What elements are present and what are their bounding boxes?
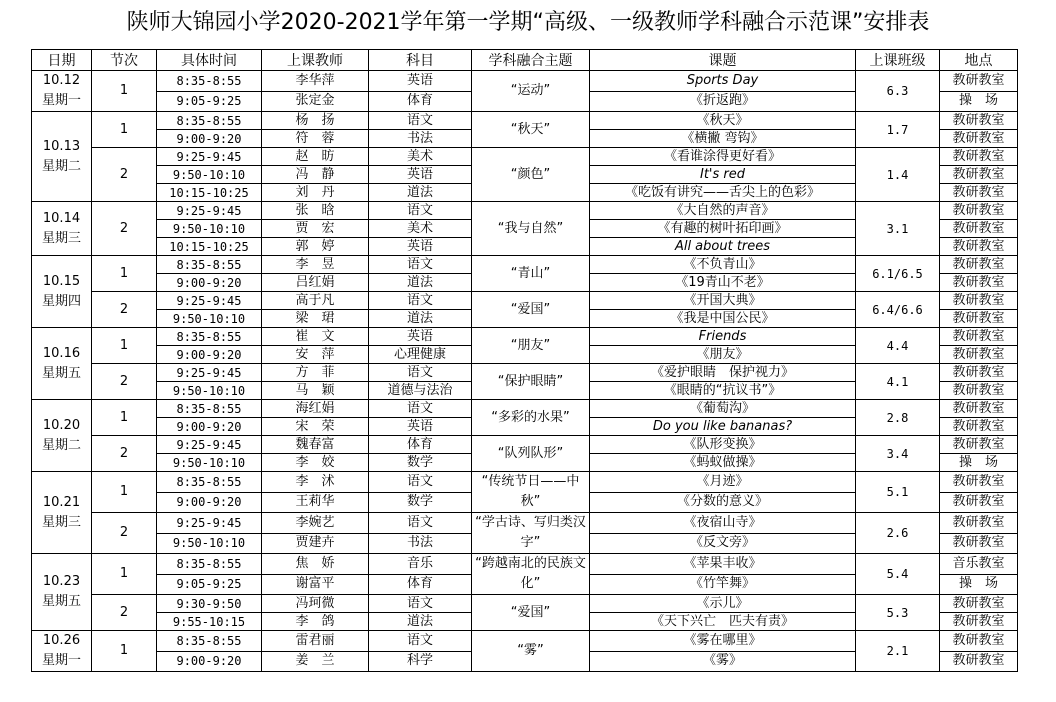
subject-cell: 数学 [369, 492, 472, 513]
theme-cell: “雾” [472, 631, 590, 672]
room-cell: 教研教室 [940, 310, 1018, 328]
theme-cell: “队列队形” [472, 436, 590, 472]
topic-cell: 《朋友》 [590, 346, 856, 364]
room-cell: 教研教室 [940, 436, 1018, 454]
period-cell: 1 [92, 554, 157, 595]
room-cell: 操 场 [940, 91, 1018, 112]
header-row [32, 50, 1018, 71]
teacher-cell: 杨 扬 [262, 112, 369, 130]
header-room: 地点 [940, 50, 1018, 71]
time-cell: 9:25-9:45 [157, 436, 262, 454]
date-cell: 10.12 星期一 [32, 71, 92, 112]
subject-cell: 英语 [369, 328, 472, 346]
teacher-cell: 宋 荣 [262, 418, 369, 436]
date-cell: 10.15 星期四 [32, 256, 92, 328]
time-cell: 9:25-9:45 [157, 513, 262, 534]
teacher-cell: 魏春富 [262, 436, 369, 454]
subject-cell: 语文 [369, 631, 472, 652]
topic-cell: 《天下兴亡 匹夫有责》 [590, 613, 856, 631]
room-cell: 教研教室 [940, 513, 1018, 534]
topic-cell: Sports Day [590, 71, 856, 92]
theme-cell: “保护眼睛” [472, 364, 590, 400]
time-cell: 9:25-9:45 [157, 148, 262, 166]
room-cell: 教研教室 [940, 613, 1018, 631]
teacher-cell: 崔 文 [262, 328, 369, 346]
room-cell: 教研教室 [940, 220, 1018, 238]
time-cell: 9:50-10:10 [157, 382, 262, 400]
subject-cell: 科学 [369, 651, 472, 672]
time-cell: 9:25-9:45 [157, 202, 262, 220]
topic-cell: 《分数的意义》 [590, 492, 856, 513]
time-cell: 8:35-8:55 [157, 112, 262, 130]
class-cell: 2.6 [856, 513, 940, 554]
subject-cell: 语文 [369, 472, 472, 493]
date-cell: 10.14 星期三 [32, 202, 92, 256]
subject-cell: 语文 [369, 256, 472, 274]
class-cell: 5.1 [856, 472, 940, 513]
theme-cell: “颜色” [472, 148, 590, 202]
room-cell: 教研教室 [940, 382, 1018, 400]
teacher-cell: 吕红娟 [262, 274, 369, 292]
period-cell: 1 [92, 256, 157, 292]
class-cell: 5.3 [856, 595, 940, 631]
subject-cell: 道法 [369, 274, 472, 292]
teacher-cell: 姜 兰 [262, 651, 369, 672]
subject-cell: 语文 [369, 364, 472, 382]
period-cell: 1 [92, 71, 157, 112]
room-cell: 教研教室 [940, 130, 1018, 148]
teacher-cell: 海红娟 [262, 400, 369, 418]
subject-cell: 音乐 [369, 554, 472, 575]
time-cell: 8:35-8:55 [157, 256, 262, 274]
teacher-cell: 李 沭 [262, 472, 369, 493]
table-row [32, 400, 1018, 418]
time-cell: 9:00-9:20 [157, 418, 262, 436]
room-cell: 教研教室 [940, 328, 1018, 346]
teacher-cell: 冯珂微 [262, 595, 369, 613]
table-row [32, 513, 1018, 534]
time-cell: 9:00-9:20 [157, 651, 262, 672]
theme-cell: “爱国” [472, 292, 590, 328]
topic-cell: 《看谁涂得更好看》 [590, 148, 856, 166]
room-cell: 教研教室 [940, 418, 1018, 436]
time-cell: 9:00-9:20 [157, 130, 262, 148]
topic-cell: 《爱护眼睛 保护视力》 [590, 364, 856, 382]
room-cell: 教研教室 [940, 651, 1018, 672]
header-topic: 课题 [590, 50, 856, 71]
topic-cell: 《19青山不老》 [590, 274, 856, 292]
topic-cell: 《竹竿舞》 [590, 574, 856, 595]
subject-cell: 语文 [369, 513, 472, 534]
subject-cell: 语文 [369, 292, 472, 310]
class-cell: 3.4 [856, 436, 940, 472]
teacher-cell: 赵 昉 [262, 148, 369, 166]
date-cell: 10.21 星期三 [32, 472, 92, 554]
subject-cell: 体育 [369, 436, 472, 454]
table-row [32, 202, 1018, 220]
topic-cell: 《大自然的声音》 [590, 202, 856, 220]
period-cell: 2 [92, 292, 157, 328]
subject-cell: 语文 [369, 595, 472, 613]
room-cell: 教研教室 [940, 238, 1018, 256]
topic-cell: 《反文旁》 [590, 533, 856, 554]
room-cell: 操 场 [940, 454, 1018, 472]
theme-cell: “朋友” [472, 328, 590, 364]
time-cell: 9:50-10:10 [157, 166, 262, 184]
theme-cell: “学古诗、写归类汉字” [472, 513, 590, 554]
table-row [32, 472, 1018, 493]
teacher-cell: 刘 丹 [262, 184, 369, 202]
subject-cell: 英语 [369, 238, 472, 256]
header-time: 具体时间 [157, 50, 262, 71]
teacher-cell: 李 姣 [262, 454, 369, 472]
class-cell: 1.4 [856, 148, 940, 202]
teacher-cell: 安 萍 [262, 346, 369, 364]
teacher-cell: 李 鸽 [262, 613, 369, 631]
room-cell: 教研教室 [940, 112, 1018, 130]
time-cell: 8:35-8:55 [157, 71, 262, 92]
schedule-table [31, 49, 1018, 672]
room-cell: 教研教室 [940, 148, 1018, 166]
time-cell: 8:35-8:55 [157, 400, 262, 418]
topic-cell: 《雾在哪里》 [590, 631, 856, 652]
class-cell: 6.4/6.6 [856, 292, 940, 328]
table-row [32, 148, 1018, 166]
time-cell: 9:00-9:20 [157, 346, 262, 364]
time-cell: 9:05-9:25 [157, 91, 262, 112]
room-cell: 教研教室 [940, 256, 1018, 274]
subject-cell: 道法 [369, 613, 472, 631]
table-row [32, 71, 1018, 92]
subject-cell: 美术 [369, 220, 472, 238]
page-title: 陕师大锦园小学2020-2021学年第一学期“高级、一级教师学科融合示范课”安排表 [126, 10, 930, 35]
topic-cell: It's red [590, 166, 856, 184]
room-cell: 教研教室 [940, 184, 1018, 202]
header-subject: 科目 [369, 50, 472, 71]
topic-cell: 《葡萄沟》 [590, 400, 856, 418]
period-cell: 1 [92, 472, 157, 513]
room-cell: 教研教室 [940, 274, 1018, 292]
time-cell: 9:00-9:20 [157, 492, 262, 513]
room-cell: 教研教室 [940, 400, 1018, 418]
period-cell: 2 [92, 595, 157, 631]
subject-cell: 语文 [369, 112, 472, 130]
subject-cell: 英语 [369, 71, 472, 92]
class-cell: 2.1 [856, 631, 940, 672]
teacher-cell: 贾 宏 [262, 220, 369, 238]
class-cell: 5.4 [856, 554, 940, 595]
topic-cell: 《队形变换》 [590, 436, 856, 454]
topic-cell: 《夜宿山寺》 [590, 513, 856, 534]
period-cell: 2 [92, 148, 157, 202]
topic-cell: 《横撇 弯钩》 [590, 130, 856, 148]
class-cell: 2.8 [856, 400, 940, 436]
room-cell: 教研教室 [940, 631, 1018, 652]
teacher-cell: 高于凡 [262, 292, 369, 310]
theme-cell: “传统节日——中秋” [472, 472, 590, 513]
table-row [32, 256, 1018, 274]
header-date: 日期 [32, 50, 92, 71]
teacher-cell: 李华萍 [262, 71, 369, 92]
time-cell: 9:50-10:10 [157, 310, 262, 328]
header-period: 节次 [92, 50, 157, 71]
time-cell: 9:50-10:10 [157, 220, 262, 238]
class-cell: 6.1/6.5 [856, 256, 940, 292]
header-class: 上课班级 [856, 50, 940, 71]
table-row [32, 328, 1018, 346]
teacher-cell: 张 晗 [262, 202, 369, 220]
topic-cell: 《苹果丰收》 [590, 554, 856, 575]
theme-cell: “我与自然” [472, 202, 590, 256]
topic-cell: Friends [590, 328, 856, 346]
table-row [32, 631, 1018, 652]
subject-cell: 语文 [369, 400, 472, 418]
teacher-cell: 王莉华 [262, 492, 369, 513]
subject-cell: 书法 [369, 533, 472, 554]
teacher-cell: 焦 娇 [262, 554, 369, 575]
teacher-cell: 符 蓉 [262, 130, 369, 148]
date-cell: 10.23 星期五 [32, 554, 92, 631]
time-cell: 9:05-9:25 [157, 574, 262, 595]
date-cell: 10.16 星期五 [32, 328, 92, 400]
teacher-cell: 冯 静 [262, 166, 369, 184]
period-cell: 2 [92, 513, 157, 554]
period-cell: 1 [92, 631, 157, 672]
subject-cell: 语文 [369, 202, 472, 220]
topic-cell: 《眼睛的“抗议书”》 [590, 382, 856, 400]
room-cell: 教研教室 [940, 292, 1018, 310]
room-cell: 教研教室 [940, 346, 1018, 364]
topic-cell: 《雾》 [590, 651, 856, 672]
period-cell: 1 [92, 400, 157, 436]
theme-cell: “青山” [472, 256, 590, 292]
period-cell: 1 [92, 328, 157, 364]
time-cell: 9:25-9:45 [157, 292, 262, 310]
date-cell: 10.26 星期一 [32, 631, 92, 672]
theme-cell: “秋天” [472, 112, 590, 148]
topic-cell: All about trees [590, 238, 856, 256]
topic-cell: 《月迹》 [590, 472, 856, 493]
time-cell: 9:50-10:10 [157, 454, 262, 472]
class-cell: 1.7 [856, 112, 940, 148]
table-row [32, 292, 1018, 310]
teacher-cell: 李 昱 [262, 256, 369, 274]
table-row [32, 554, 1018, 575]
teacher-cell: 谢富平 [262, 574, 369, 595]
subject-cell: 道法 [369, 310, 472, 328]
theme-cell: “多彩的水果” [472, 400, 590, 436]
teacher-cell: 雷君丽 [262, 631, 369, 652]
subject-cell: 英语 [369, 166, 472, 184]
subject-cell: 英语 [369, 418, 472, 436]
time-cell: 10:15-10:25 [157, 184, 262, 202]
date-cell: 10.20 星期二 [32, 400, 92, 472]
table-row [32, 436, 1018, 454]
class-cell: 6.3 [856, 71, 940, 112]
period-cell: 2 [92, 436, 157, 472]
topic-cell: 《示儿》 [590, 595, 856, 613]
topic-cell: 《折返跑》 [590, 91, 856, 112]
teacher-cell: 方 菲 [262, 364, 369, 382]
room-cell: 音乐教室 [940, 554, 1018, 575]
room-cell: 教研教室 [940, 472, 1018, 493]
room-cell: 教研教室 [940, 595, 1018, 613]
header-teacher: 上课教师 [262, 50, 369, 71]
teacher-cell: 贾建卉 [262, 533, 369, 554]
room-cell: 教研教室 [940, 533, 1018, 554]
subject-cell: 道法 [369, 184, 472, 202]
topic-cell: 《蚂蚁做操》 [590, 454, 856, 472]
time-cell: 8:35-8:55 [157, 328, 262, 346]
time-cell: 9:30-9:50 [157, 595, 262, 613]
subject-cell: 心理健康 [369, 346, 472, 364]
date-cell: 10.13 星期二 [32, 112, 92, 202]
subject-cell: 体育 [369, 91, 472, 112]
room-cell: 教研教室 [940, 71, 1018, 92]
table-row [32, 595, 1018, 613]
theme-cell: “跨越南北的民族文化” [472, 554, 590, 595]
table-row [32, 112, 1018, 130]
theme-cell: “爱国” [472, 595, 590, 631]
class-cell: 4.4 [856, 328, 940, 364]
period-cell: 1 [92, 112, 157, 148]
topic-cell: 《开国大典》 [590, 292, 856, 310]
topic-cell: 《我是中国公民》 [590, 310, 856, 328]
teacher-cell: 梁 珺 [262, 310, 369, 328]
subject-cell: 体育 [369, 574, 472, 595]
period-cell: 2 [92, 364, 157, 400]
time-cell: 9:50-10:10 [157, 533, 262, 554]
time-cell: 9:25-9:45 [157, 364, 262, 382]
class-cell: 3.1 [856, 202, 940, 256]
teacher-cell: 张定金 [262, 91, 369, 112]
time-cell: 8:35-8:55 [157, 554, 262, 575]
teacher-cell: 郭 婷 [262, 238, 369, 256]
topic-cell: 《不负青山》 [590, 256, 856, 274]
time-cell: 9:00-9:20 [157, 274, 262, 292]
room-cell: 教研教室 [940, 202, 1018, 220]
subject-cell: 书法 [369, 130, 472, 148]
teacher-cell: 李婉艺 [262, 513, 369, 534]
room-cell: 操 场 [940, 574, 1018, 595]
room-cell: 教研教室 [940, 166, 1018, 184]
time-cell: 8:35-8:55 [157, 472, 262, 493]
class-cell: 4.1 [856, 364, 940, 400]
time-cell: 10:15-10:25 [157, 238, 262, 256]
subject-cell: 数学 [369, 454, 472, 472]
room-cell: 教研教室 [940, 364, 1018, 382]
teacher-cell: 马 颖 [262, 382, 369, 400]
table-row [32, 364, 1018, 382]
theme-cell: “运动” [472, 71, 590, 112]
topic-cell: 《吃饭有讲究——舌尖上的色彩》 [590, 184, 856, 202]
topic-cell: 《秋天》 [590, 112, 856, 130]
topic-cell: Do you like bananas? [590, 418, 856, 436]
subject-cell: 道德与法治 [369, 382, 472, 400]
time-cell: 8:35-8:55 [157, 631, 262, 652]
period-cell: 2 [92, 202, 157, 256]
header-theme: 学科融合主题 [472, 50, 590, 71]
topic-cell: 《有趣的树叶拓印画》 [590, 220, 856, 238]
subject-cell: 美术 [369, 148, 472, 166]
room-cell: 教研教室 [940, 492, 1018, 513]
time-cell: 9:55-10:15 [157, 613, 262, 631]
